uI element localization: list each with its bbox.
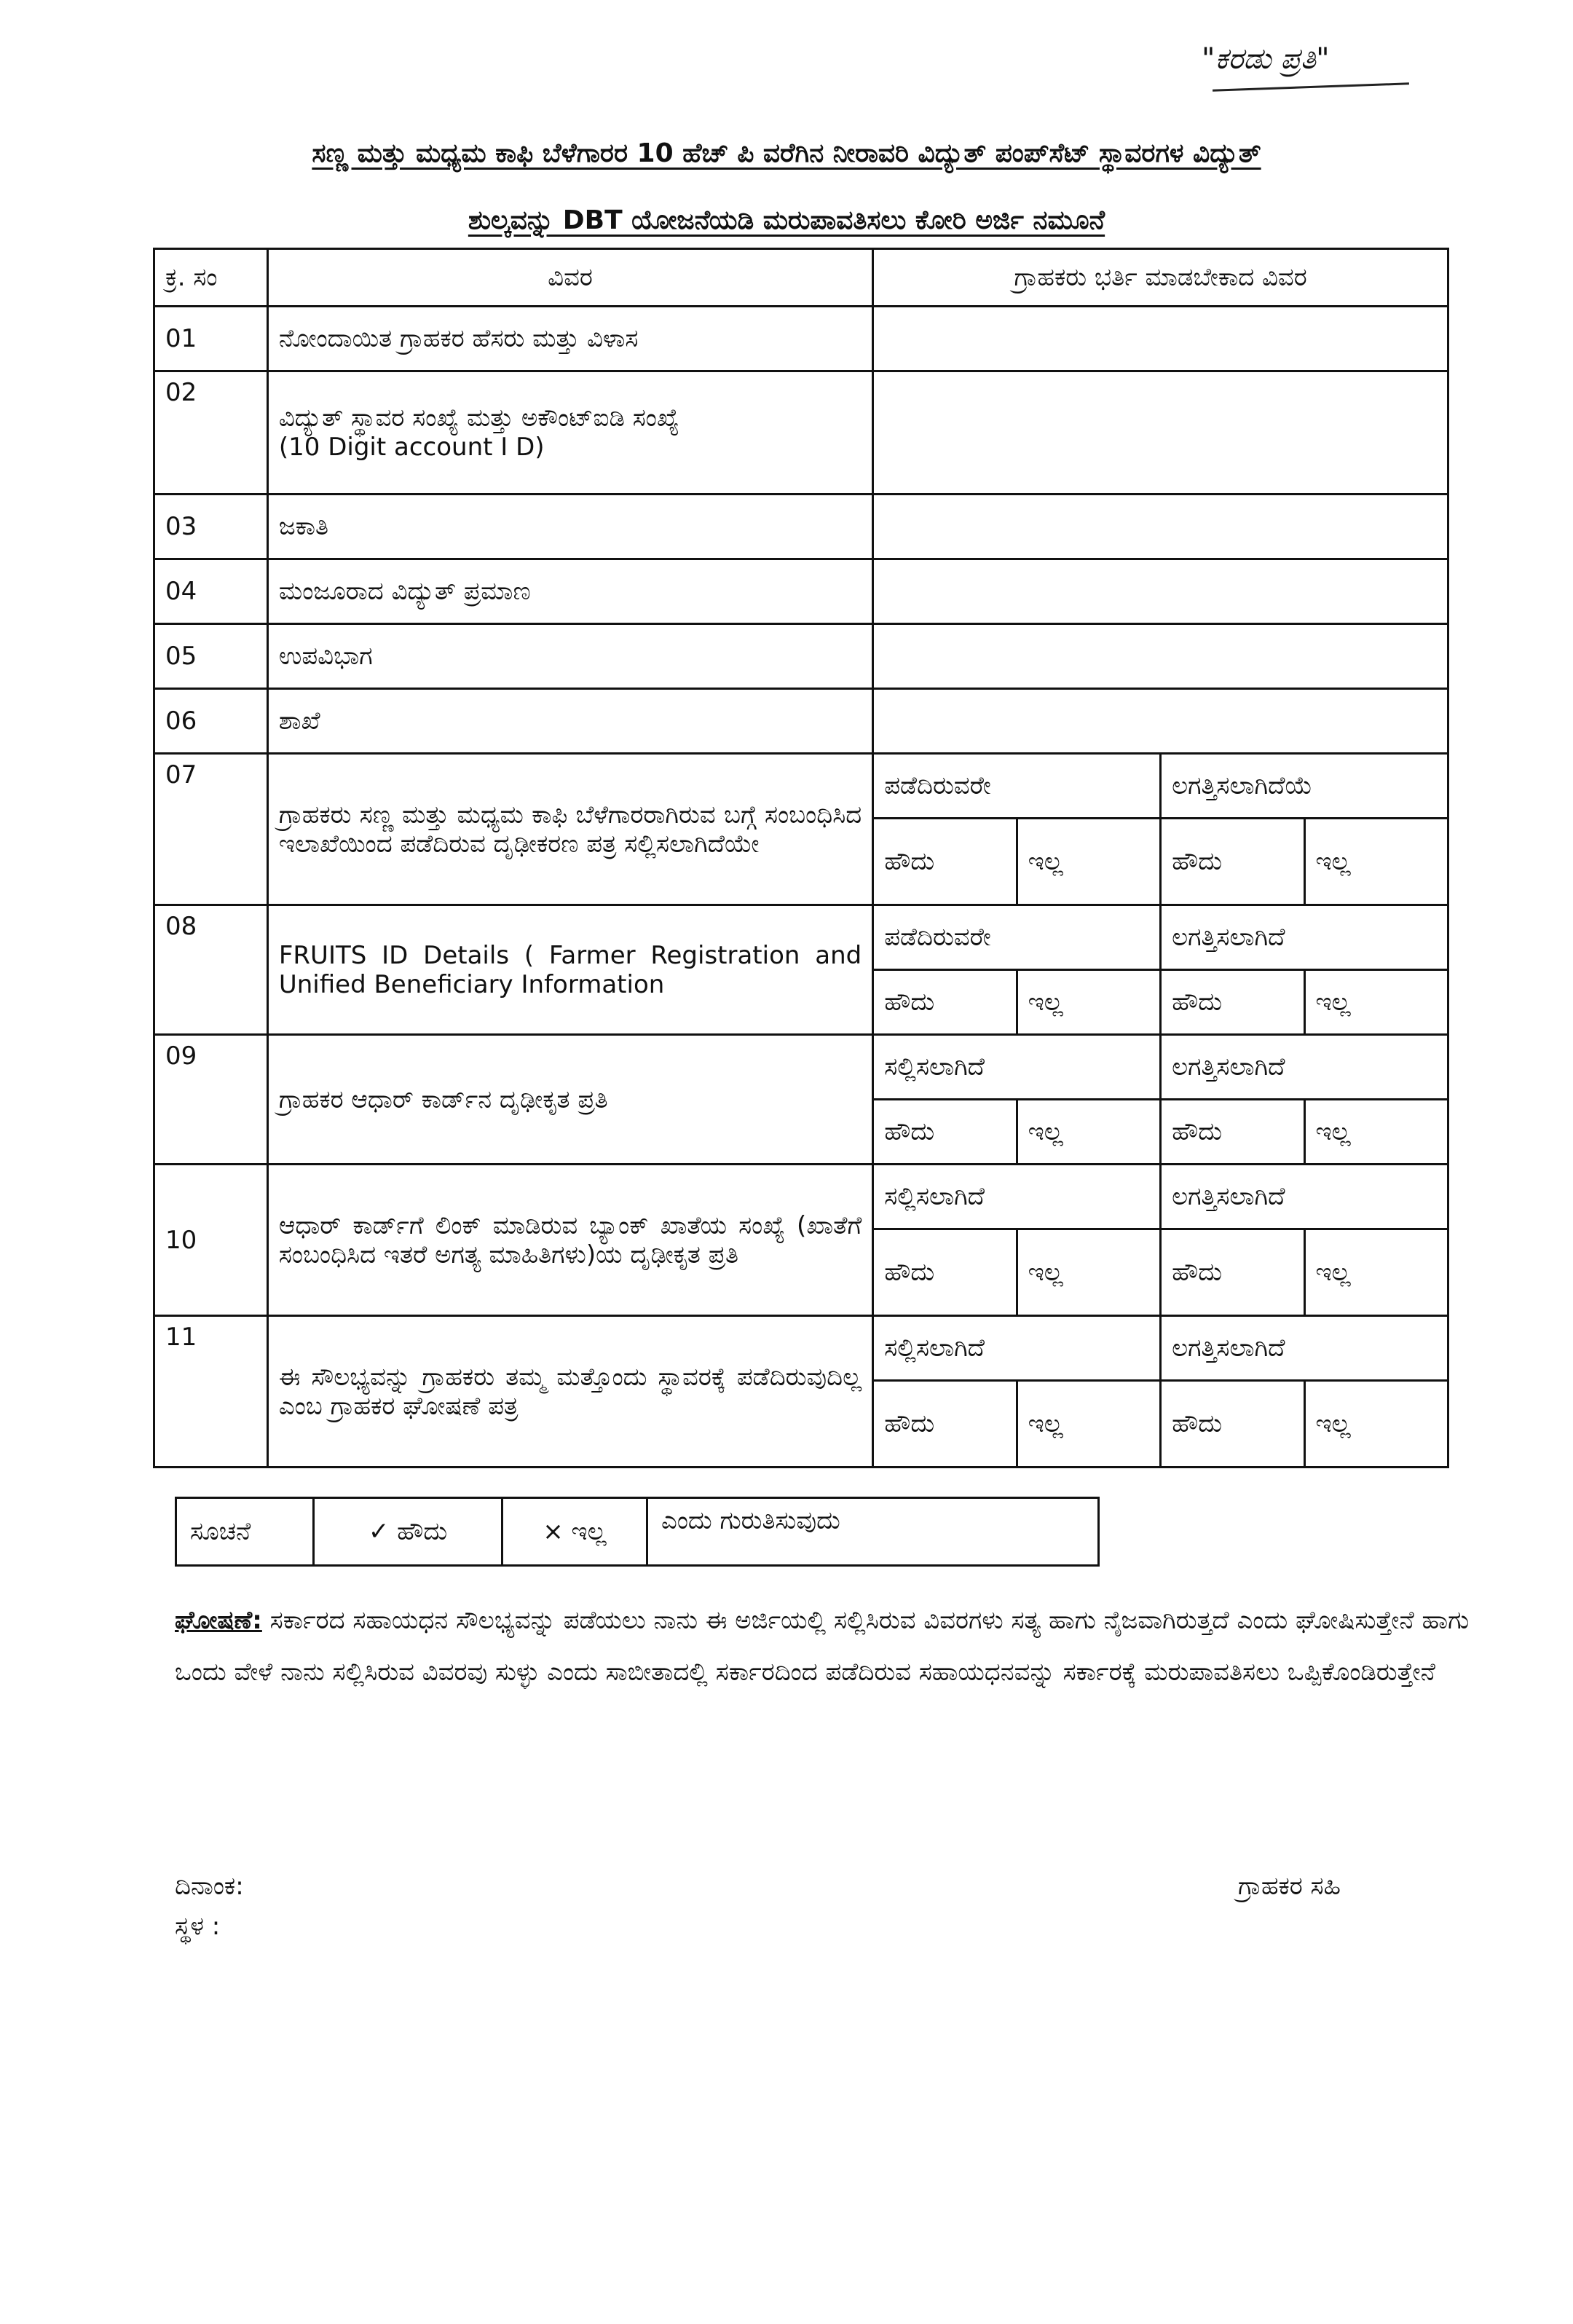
declaration-text: ಸರ್ಕಾರದ ಸಹಾಯಧನ ಸೌಲಭ್ಯವನ್ನು ಪಡೆಯಲು ನಾನು ಈ ಅರ್ಜಿಯಲ್ಲಿ ಸಲ್ಲಿಸಿರುವ ವಿವರಗಳು ಸತ್ಯ ಹಾಗು ನೈಜವಾಗಿರುತ್ತದೆ ಎಂದು ಘೋಷಿಸುತ್ತೇನೆ ಹಾಗು ಒಂದು ವೇಳೆ ನಾನು ಸಲ್ಲಿಸಿರುವ ವಿವರವು ಸುಳ್ಳು ಎಂದು ಸಾಬೀತಾದಲ್ಲಿ ಸರ್ಕಾರದಿಂದ ಪಡೆದಿರುವ ಸಹಾಯಧನವನ್ನು ಸರ್ಕಾರಕ್ಕೆ ಮರುಪಾವತಿಸಲು ಒಪ್ಪಿಕೊಂಡಿರುತ್ತೇನೆ xyxy=(175,1606,1470,1687)
place-label: ಸ್ಥಳ : xyxy=(175,1912,221,1941)
table-row xyxy=(154,624,1448,689)
yes-option[interactable]: ಹೌದು xyxy=(1161,1381,1304,1468)
header-details: ವಿವರ xyxy=(267,249,872,307)
option-group-right-heading: ಲಗತ್ತಿಸಲಾಗಿದೆ xyxy=(1161,1035,1448,1100)
yes-option[interactable]: ಹೌದು xyxy=(873,970,1017,1035)
row-description: ಗ್ರಾಹಕರು ಸಣ್ಣ ಮತ್ತು ಮಧ್ಯಮ ಕಾಫಿ ಬೆಳೆಗಾರರಾಗಿರುವ ಬಗ್ಗೆ ಸಂಬಂಧಿಸಿದ ಇಲಾಖೆಯಿಂದ ಪಡೆದಿರುವ ದೃಢೀಕರಣ ಪತ್ರ ಸಲ್ಲಿಸಲಾಗಿದೆಯೇ xyxy=(267,754,872,905)
legend-yes: ✓ ಹೌದು xyxy=(314,1498,502,1566)
option-group-right-heading: ಲಗತ್ತಿಸಲಾಗಿದೆ xyxy=(1161,905,1448,970)
row-number: 11 xyxy=(154,1316,268,1468)
legend-note: ಎಂದು ಗುರುತಿಸುವುದು xyxy=(647,1498,1099,1566)
row-number: 01 xyxy=(154,307,268,371)
option-group-left-heading: ಪಡೆದಿರುವರೇ xyxy=(873,905,1161,970)
signature-label: ಗ್ರಾಹಕರ ಸಹಿ xyxy=(1238,1872,1341,1901)
fill-field[interactable] xyxy=(873,495,1448,559)
no-option[interactable]: ಇಲ್ಲ xyxy=(1304,1229,1448,1316)
option-group-right-heading: ಲಗತ್ತಿಸಲಾಗಿದೆ xyxy=(1161,1316,1448,1381)
row-description-line1: ವಿದ್ಯುತ್ ಸ್ಥಾವರ ಸಂಖ್ಯೆ ಮತ್ತು ಅಕೌಂಟ್‌ಐಡಿ ಸಂಖ್ಯೆ xyxy=(278,403,679,433)
row-number: 03 xyxy=(154,495,268,559)
header-sl-no: ಕ್ರ. ಸಂ xyxy=(154,249,268,307)
row-number: 10 xyxy=(154,1165,268,1316)
yes-option[interactable]: ಹೌದು xyxy=(873,1381,1017,1468)
legend-label: ಸೂಚನೆ xyxy=(176,1498,314,1566)
option-group-right-heading: ಲಗತ್ತಿಸಲಾಗಿದೆ xyxy=(1161,1165,1448,1229)
fill-field[interactable] xyxy=(873,307,1448,371)
table-header-row xyxy=(154,249,1448,307)
fill-field[interactable] xyxy=(873,689,1448,754)
option-group-left-heading: ಸಲ್ಲಿಸಲಾಗಿದೆ xyxy=(873,1165,1161,1229)
no-option[interactable]: ಇಲ್ಲ xyxy=(1017,819,1160,905)
option-group-right-heading: ಲಗತ್ತಿಸಲಾಗಿದೆಯೆ xyxy=(1161,754,1448,819)
option-group-left-heading: ಪಡೆದಿರುವರೇ xyxy=(873,754,1161,819)
no-option[interactable]: ಇಲ್ಲ xyxy=(1304,970,1448,1035)
table-row xyxy=(154,495,1448,559)
table-row xyxy=(154,1035,1448,1100)
row-number: 04 xyxy=(154,559,268,624)
row-description: ಆಧಾರ್ ಕಾರ್ಡ್‌ಗೆ ಲಿಂಕ್ ಮಾಡಿರುವ ಬ್ಯಾಂಕ್ ಖಾತೆಯ ಸಂಖ್ಯೆ (ಖಾತೆಗೆ ಸಂಬಂಧಿಸಿದ ಇತರೆ ಅಗತ್ಯ ಮಾಹಿತಿಗಳು)ಯ ದೃಢೀಕೃತ ಪ್ರತಿ xyxy=(267,1165,872,1316)
row-description: ಈ ಸೌಲಭ್ಯವನ್ನು ಗ್ರಾಹಕರು ತಮ್ಮ ಮತ್ತೊಂದು ಸ್ಥಾವರಕ್ಕೆ ಪಡೆದಿರುವುದಿಲ್ಲ ಎಂಬ ಗ್ರಾಹಕರ ಘೋಷಣೆ ಪತ್ರ xyxy=(267,1316,872,1468)
date-label: ದಿನಾಂಕ: xyxy=(175,1872,244,1901)
row-description-line2: (10 Digit account I D) xyxy=(278,433,545,462)
legend-table xyxy=(175,1497,1100,1567)
no-option[interactable]: ಇಲ್ಲ xyxy=(1017,1229,1160,1316)
option-group-left-heading: ಸಲ್ಲಿಸಲಾಗಿದೆ xyxy=(873,1035,1161,1100)
option-group-left-heading: ಸಲ್ಲಿಸಲಾಗಿದೆ xyxy=(873,1316,1161,1381)
no-option[interactable]: ಇಲ್ಲ xyxy=(1017,1100,1160,1165)
yes-option[interactable]: ಹೌದು xyxy=(873,819,1017,905)
application-table xyxy=(153,248,1449,1468)
row-description: ಜಕಾತಿ xyxy=(267,495,872,559)
draft-label: "ಕರಡು ಪ್ರತಿ" xyxy=(1202,42,1330,76)
legend-no: × ಇಲ್ಲ xyxy=(502,1498,647,1566)
no-option[interactable]: ಇಲ್ಲ xyxy=(1304,1381,1448,1468)
yes-option[interactable]: ಹೌದು xyxy=(1161,1229,1304,1316)
row-number: 07 xyxy=(154,754,268,905)
row-description: ಮಂಜೂರಾದ ವಿದ್ಯುತ್ ಪ್ರಮಾಣ xyxy=(267,559,872,624)
no-option[interactable]: ಇಲ್ಲ xyxy=(1304,1100,1448,1165)
row-description: ಶಾಖೆ xyxy=(267,689,872,754)
form-title-line2: ಶುಲ್ಕವನ್ನು DBT ಯೋಜನೆಯಡಿ ಮರುಪಾವತಿಸಲು ಕೋರಿ ಅರ್ಜಿ ನಮೂನೆ xyxy=(468,205,1105,235)
row-description xyxy=(267,371,872,495)
table-row xyxy=(154,1316,1448,1381)
yes-option[interactable]: ಹೌದು xyxy=(1161,1100,1304,1165)
table-row xyxy=(154,1165,1448,1229)
row-description: ನೋಂದಾಯಿತ ಗ್ರಾಹಕರ ಹೆಸರು ಮತ್ತು ವಿಳಾಸ xyxy=(267,307,872,371)
no-option[interactable]: ಇಲ್ಲ xyxy=(1017,970,1160,1035)
fill-field[interactable] xyxy=(873,624,1448,689)
row-description: ಗ್ರಾಹಕರ ಆಧಾರ್ ಕಾರ್ಡ್‌ನ ದೃಢೀಕೃತ ಪ್ರತಿ xyxy=(267,1035,872,1165)
form-title-line1: ಸಣ್ಣ ಮತ್ತು ಮಧ್ಯಮ ಕಾಫಿ ಬೆಳೆಗಾರರ 10 ಹೆಚ್ ಪಿ ವರೆಗಿನ ನೀರಾವರಿ ವಿದ್ಯುತ್ ಪಂಪ್‌ಸೆಟ್ ಸ್ಥಾವರಗಳ ವಿದ್ಯುತ್ xyxy=(312,138,1261,168)
table-row xyxy=(154,689,1448,754)
table-row xyxy=(154,559,1448,624)
yes-option[interactable]: ಹೌದು xyxy=(1161,819,1304,905)
table-row xyxy=(154,371,1448,495)
declaration xyxy=(175,1595,1471,1699)
table-row xyxy=(154,754,1448,819)
table-row xyxy=(154,307,1448,371)
no-option[interactable]: ಇಲ್ಲ xyxy=(1304,819,1448,905)
fill-field[interactable] xyxy=(873,559,1448,624)
yes-option[interactable]: ಹೌದು xyxy=(873,1229,1017,1316)
table-row xyxy=(154,905,1448,970)
yes-option[interactable]: ಹೌದು xyxy=(873,1100,1017,1165)
row-number: 02 xyxy=(154,371,268,495)
declaration-label: ಘೋಷಣೆ: xyxy=(175,1606,262,1635)
row-number: 05 xyxy=(154,624,268,689)
row-description: ಉಪವಿಭಾಗ xyxy=(267,624,872,689)
fill-field[interactable] xyxy=(873,371,1448,495)
row-number: 09 xyxy=(154,1035,268,1165)
draft-underline xyxy=(1213,82,1409,91)
no-option[interactable]: ಇಲ್ಲ xyxy=(1017,1381,1160,1468)
row-number: 06 xyxy=(154,689,268,754)
yes-option[interactable]: ಹೌದು xyxy=(1161,970,1304,1035)
row-description: FRUITS ID Details ( Farmer Registration and Unified Beneficiary Information xyxy=(267,905,872,1035)
row-number: 08 xyxy=(154,905,268,1035)
header-fill-details: ಗ್ರಾಹಕರು ಭರ್ತಿ ಮಾಡಬೇಕಾದ ವಿವರ xyxy=(873,249,1448,307)
